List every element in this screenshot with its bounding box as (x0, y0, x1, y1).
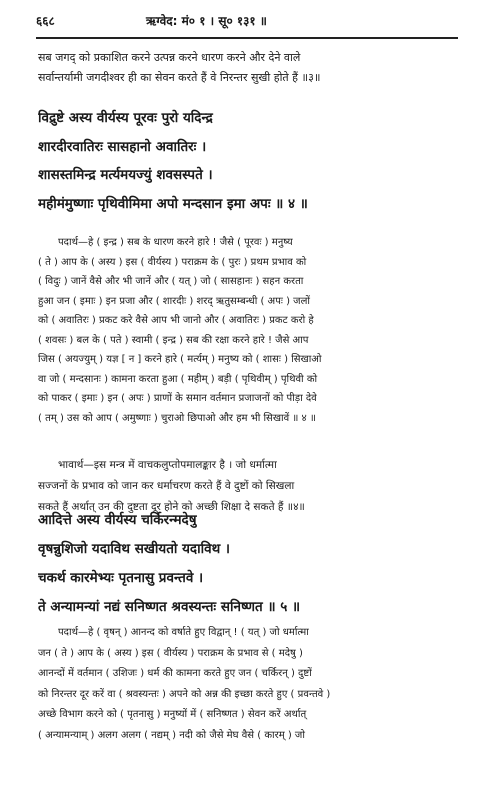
running-title: ऋग्वेद: मं० १ । सू० १३१ ॥ (146, 14, 267, 28)
mantra-line: ते अन्यामन्यां नद्यं सनिष्णत श्रवस्यन्तः सनिष्णत ॥ ५ ॥ (38, 599, 301, 615)
text-line: सब जगद् को प्रकाशित करने उत्पन्न करने धारण करने और देने वाले (38, 51, 301, 64)
text-line: आनन्दों में वर्तमान ( उशिजः ) धर्म की कामना करते हुए जन ( चर्किरन् ) दुष्टों (38, 668, 312, 679)
text-line: अच्छे विभाग करने को ( पृतनासु ) मनुष्यों में ( सनिष्णत ) सेवन करें अर्थात् (38, 709, 307, 720)
text-line: ( शवसः ) बल के ( पते ) स्वामी ( इन्द्र ) सब की रक्षा करने हारे ! जैसे आप (38, 334, 309, 346)
text-line: पदार्थ—हे ( इन्द्र ) सब के धारण करने हारे ! जैसे ( पूरवः ) मनुष्य (58, 237, 293, 248)
padartha-4 (38, 233, 462, 428)
text-line: वा जो ( मन्दसानः ) कामना करता हुआ ( महीम् ) बड़ी ( पृथिवीम् ) पृथिवी को (38, 373, 318, 385)
text-line: ( विदुः ) जानें वैसे और भी जानें और ( यत् ) जो ( सासहानः ) सहन करता (38, 276, 304, 287)
text-line: को पाकर ( इमाः ) इन ( अपः ) प्राणों के समान वर्तमान प्रजाजनों को पीड़ा देवे (38, 393, 317, 404)
text-line: जिस ( अयज्युम् ) यज्ञ [ न ] करने हारे ( मर्त्यम् ) मनुष्य को ( शासः ) सिखाओ (38, 354, 322, 365)
text-line: ( अन्यामन्याम् ) अलग अलग ( नद्यम् ) नदी को जैसे मेघ वैसे ( कारम् ) जो (38, 729, 305, 741)
text-line: ( तम् ) उस को आप ( अमुष्णाः ) चुराओ छिपाओ और हम भी सिखावें ॥ ४ ॥ (38, 412, 316, 424)
mantra-4 (38, 104, 462, 218)
text-line: सज्जनों के प्रभाव को जान कर धर्माचरण करते हैं वे दुष्टों को सिखला (38, 480, 295, 492)
mantra-line: वृषन्नुशिजो यदाविथ सखीयतो यदाविथ । (38, 541, 231, 557)
mantra-line: चकर्थ कारमेभ्यः पृतनासु प्रवन्तवे । (38, 570, 204, 586)
top-continuation-text (38, 48, 462, 88)
text-line: को निरन्तर दूर करें वा ( श्रवस्यन्तः ) अपने को अन्न की इच्छा करते हुए ( प्रवन्तवे ) (38, 688, 331, 700)
mantra-line: आदित्ते अस्य वीर्यस्य चर्किरन्मदेषु (38, 512, 197, 528)
text-line: जन ( ते ) आप के ( अस्य ) इस ( वीर्यस्य ) पराक्रम के प्रभाव से ( मदेषु ) (38, 647, 303, 659)
padartha-5 (38, 623, 462, 746)
text-line: हुआ जन ( इमाः ) इन प्रजा और ( शारदीः ) शरद् ऋतुसम्बन्धी ( अपः ) जलों (38, 295, 310, 307)
text-line: पदार्थ—हे ( वृषन् ) आनन्द को वर्षाते हुए विद्वान् ! ( यत् ) जो धर्मात्मा (58, 627, 309, 638)
page-header (36, 10, 458, 30)
mantra-line: महीमंमुष्णाः पृथिवीमिमा अपो मन्दसान इमा अपः ॥ ४ ॥ (38, 195, 308, 212)
text-line: सकते हैं अर्थात् उन की दुष्टता दूर होने को अच्छी शिक्षा दे सकते हैं ॥४॥ (38, 501, 305, 513)
text-line: को ( अवातिरः ) प्रकट करे वैसे आप भी जानो और ( अवातिरः ) प्रकट करो हे (38, 315, 314, 326)
text-line: भावार्थ—इस मन्त्र में वाचकलुप्तोपमालङ्कार है । जो धर्मात्मा (58, 459, 277, 471)
header-rule (36, 37, 458, 39)
page-number: ६६८ (36, 14, 55, 28)
mantra-line: विद्रुष्टे अस्य वीर्यस्य पूरवः पुरो यदिन्द्र (38, 110, 213, 126)
text-line: सर्वान्तर्यामी जगदीश्वर ही का सेवन करते हैं वे निरन्तर सुखी होते हैं ॥३॥ (38, 71, 321, 84)
mantra-line: शारदीरवातिरः सासहानो अवातिरः । (38, 138, 207, 155)
mantra-line: शासस्तमिन्द्र मर्त्यमयज्युं शवसस्पते । (38, 167, 213, 183)
mantra-5 (38, 506, 462, 622)
text-line: ( ते ) आप के ( अस्य ) इस ( वीर्यस्य ) पराक्रम के ( पुरः ) प्रथम प्रभाव को (38, 256, 307, 268)
